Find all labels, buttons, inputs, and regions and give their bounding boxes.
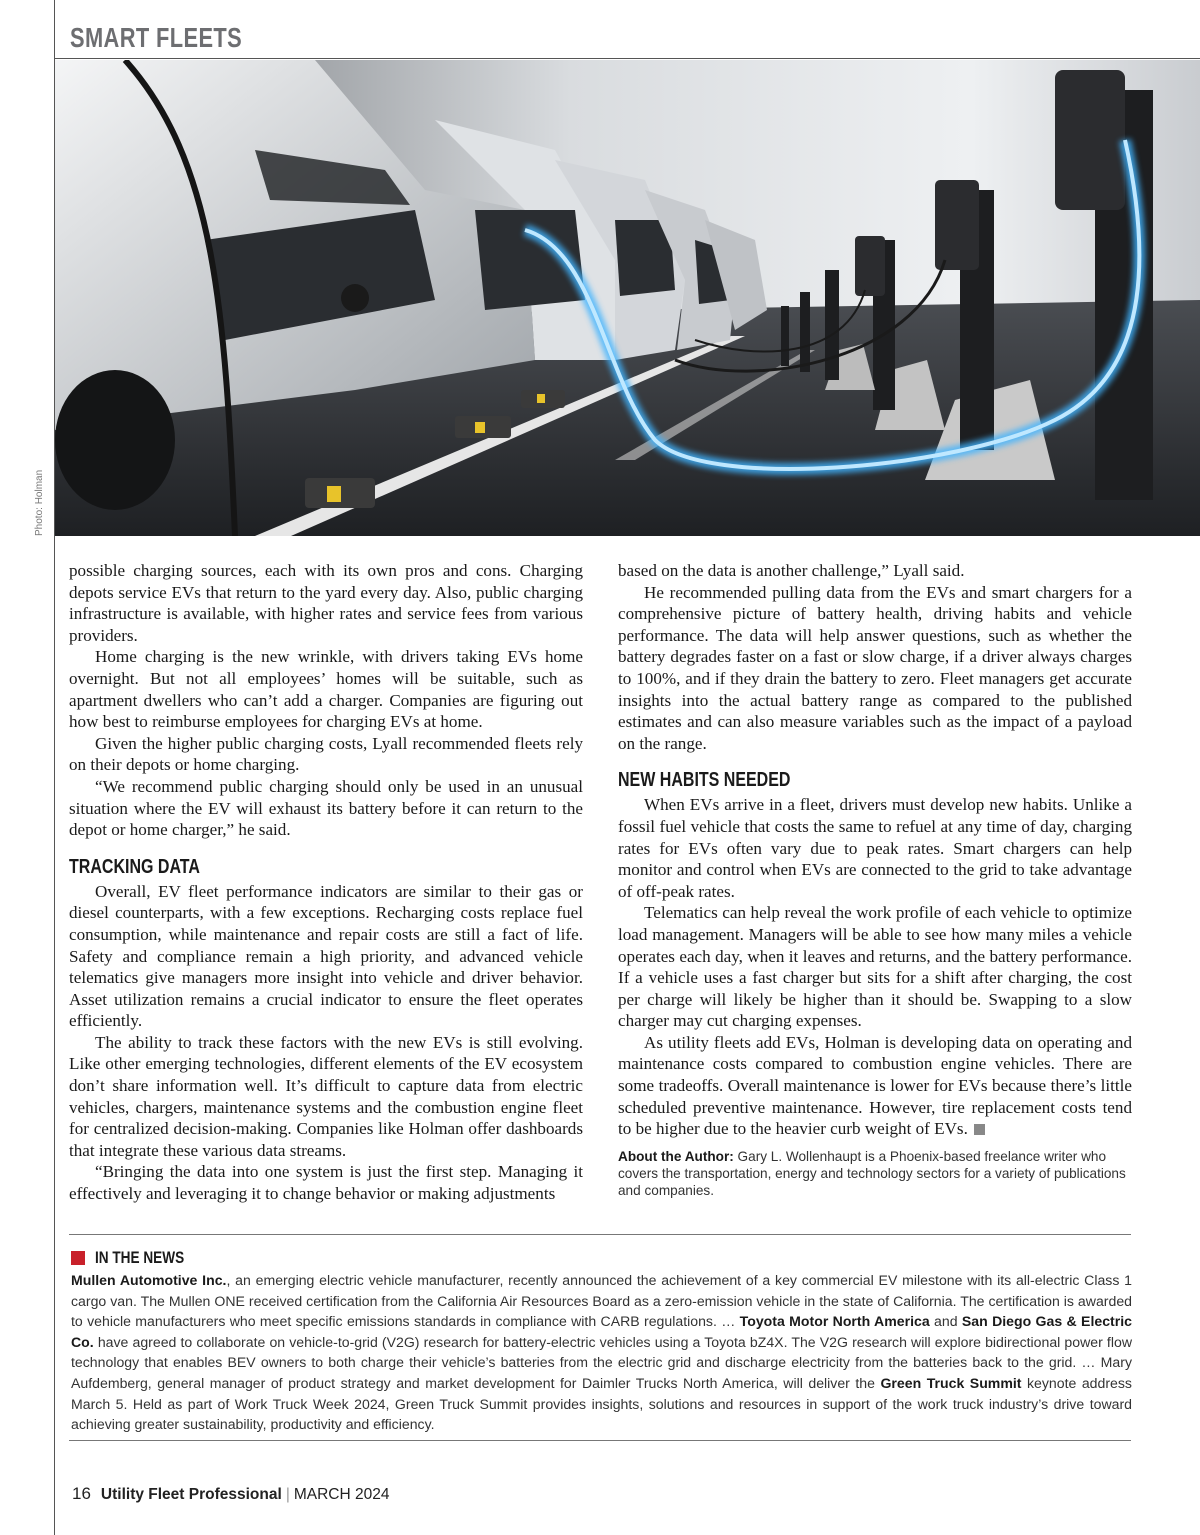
body-paragraph: based on the data is another challenge,” Lyall said. (618, 561, 965, 580)
section-title: SMART FLEETS (70, 22, 243, 53)
subhead-tracking-data: TRACKING DATA (69, 855, 200, 878)
body-paragraph (618, 1032, 1132, 1140)
subhead-new-habits: NEW HABITS NEEDED (618, 769, 791, 792)
body-paragraph: “Bringing the data into one system is just the first step. Managing it effectively and leveraging it to change behavior or making adjustments (69, 1162, 583, 1204)
company-sdge: San Diego Gas & Electric Co. (71, 1313, 1132, 1350)
right-column (618, 560, 1132, 1199)
event-green-truck-summit: Green Truck Summit (880, 1374, 1022, 1391)
body-paragraph: Home charging is the new wrinkle, with drivers taking EVs home overnight. But not all employees’ homes will be suitable, such as apartment dwellers who can’t add a charger. Companies are figuring out how best to reimburse employees for charging EVs at home. (69, 647, 583, 732)
in-the-news-box (71, 1246, 1132, 1435)
author-label: About the Author: (618, 1148, 734, 1164)
hero-image (55, 60, 1200, 536)
end-mark-icon (974, 1124, 985, 1135)
news-text: have agreed to collaborate on vehicle-to-grid (V2G) research for battery-electric vehicles using a Toyota bZ4X. The V2G research will explore bidirectional power flow technology that enables BEV owners to both charge their vehicle’s batteries from the electric grid and discharge electricity from the batteries back to the grid. … Mary Aufdemberg, general manager of product strategy and market development for Daimler Trucks North America, will deliver the (71, 1333, 1132, 1391)
issue-date: MARCH 2024 (293, 1486, 390, 1503)
author-bio (618, 1148, 1132, 1199)
body-paragraph: He recommended pulling data from the EVs and smart chargers for a comprehensive picture of battery health, driving habits and vehicle performance. The data will help answer questions, such as whether the battery degrades faster on a fast or slow charge, if a driver always charges to 100%, and if they drain the battery to zero. Fleet managers get accurate insights into the actual battery range as compared to the published estimates and can also measure variables such as the impact of a payload on the range. (618, 582, 1132, 753)
news-bottom-rule (69, 1440, 1131, 1441)
footer-separator: | (285, 1486, 290, 1503)
body-paragraph: Given the higher public charging costs, Lyall recommended fleets rely on their depots or home charging. (69, 733, 583, 775)
body-paragraph: possible charging sources, each with its own pros and cons. Charging depots service EVs that return to the yard every day. Also, public charging infrastructure is available, with higher rates and service fees from various providers. (69, 561, 583, 645)
company-toyota: Toyota Motor North America (739, 1313, 930, 1330)
left-column (69, 560, 583, 1205)
photo-credit: Photo: Holman (34, 469, 45, 536)
news-text: and (929, 1313, 962, 1330)
news-body (71, 1270, 1132, 1435)
body-paragraph: Overall, EV fleet performance indicators are similar to their gas or diesel counterparts, with a few exceptions. Recharging costs replace fuel consumption, while maintenance and repair costs are still a fact of life. Safety and compliance remain a high priority, and advanced vehicle telematics give managers more insight into vehicle and driver behavior. Asset utilization remains a crucial indicator to ensure the fleet operates efficiently. (69, 881, 583, 1031)
news-top-rule (69, 1234, 1131, 1235)
company-mullen: Mullen Automotive Inc. (71, 1272, 227, 1288)
news-text: , an emerging electric vehicle manufacturer, recently announced the achievement of a key commercial EV milestone with its all-electric Class 1 cargo van. The Mullen ONE received certification from the California Air Resources Board as a zero-emission vehicle in the state of California. The certification is awarded to vehicle manufacturers who meet specific emissions standards in compliance with CARB regulations. … (71, 1272, 1133, 1330)
red-square-icon (71, 1251, 85, 1265)
news-title: IN THE NEWS (95, 1248, 185, 1267)
page-footer (72, 1484, 389, 1504)
body-paragraph-text: As utility fleets add EVs, Holman is developing data on operating and maintenance costs compared to combustion engine vehicles. There are some tradeoffs. Overall maintenance is lower for EVs because there’s little scheduled preventive maintenance. However, tire replacement costs tend to be higher due to the heavier curb weight of EVs. (618, 1032, 1132, 1139)
page-number: 16 (72, 1484, 91, 1503)
publication-name: Utility Fleet Professional (100, 1486, 282, 1503)
body-paragraph: When EVs arrive in a fleet, drivers must develop new habits. Unlike a fossil fuel vehicle that costs the same to refuel at any time of day, charging rates for EVs often vary due to peak rates. Smart chargers can help monitor and control when EVs are connected to the grid to take advantage of off-peak rates. (618, 795, 1132, 901)
header-rule (54, 58, 1200, 59)
news-text: keynote address March 5. Held as part of Work Truck Week 2024, Green Truck Summit provides insights, solutions and resources in support of the work truck industry’s drive toward achieving greater sustainability, productivity and efficiency. (71, 1374, 1132, 1433)
body-paragraph: “We recommend public charging should only be used in an unusual situation where the EV will exhaust its battery before it can return to the depot or home charger,” he said. (69, 776, 583, 840)
body-paragraph: Telematics can help reveal the work profile of each vehicle to optimize load management. Managers will be able to see how many miles a vehicle operates each day, when it leaves and returns, and the battery performance. If a vehicle uses a fast charger but sits for a shift after charging, the cost per charge will likely be higher than it should be. Swapping to a slow charger may cut charging expenses. (618, 903, 1132, 1031)
news-header (71, 1246, 1132, 1270)
body-paragraph: The ability to track these factors with the new EVs is still evolving. Like other emerging technologies, different elements of the EV ecosystem don’t share information well. It’s difficult to capture data from electric vehicles, chargers, maintenance systems and the combustion engine fleet for centralized decision-making. Companies like Holman offer dashboards that integrate these various data streams. (69, 1032, 583, 1160)
author-text: Gary L. Wollenhaupt is a Phoenix-based freelance writer who covers the transportation, energy and technology sectors for a variety of publications and companies. (618, 1148, 1126, 1198)
